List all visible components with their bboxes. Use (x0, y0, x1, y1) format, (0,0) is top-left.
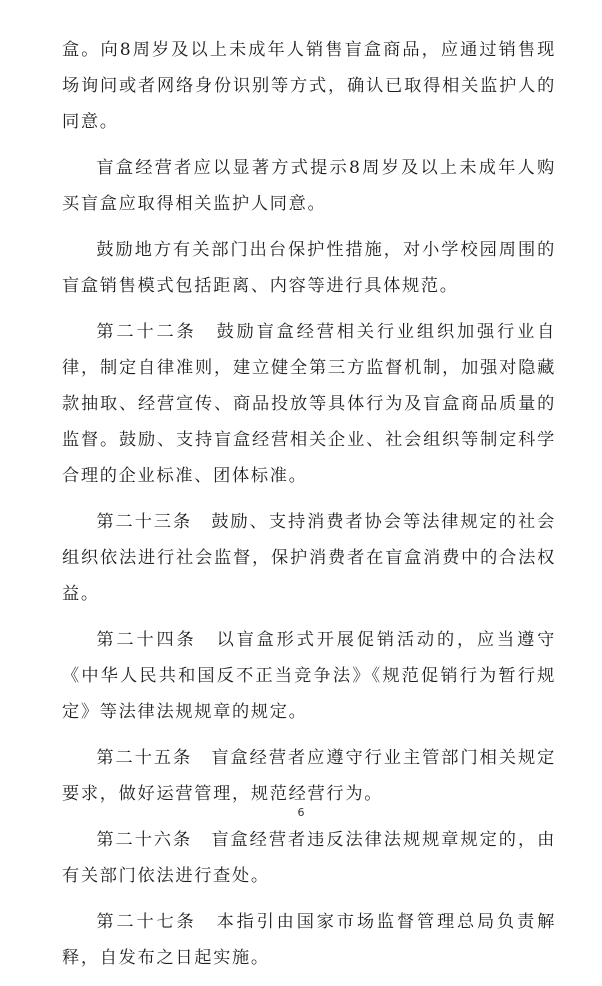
article-22: 第二十二条 鼓励盲盒经营相关行业组织加强行业自律，制定自律准则，建立健全第三方监督机制，加强对隐藏款抽取、经营宣传、商品投放等具体行为及盲盒商品质量的监督。鼓励、支持盲盒经营相关企业、社会组织等制定科学合理的企业标准、团体标准。 (62, 322, 556, 486)
paragraph-local-measures: 鼓励地方有关部门出台保护性措施，对小学校园周围的盲盒销售模式包括距离、内容等进行具体规范。 (62, 240, 556, 296)
page-number: 6 (297, 806, 305, 819)
article-26: 第二十六条 盲盒经营者违反法律法规规章规定的，由有关部门依法进行查处。 (62, 830, 556, 886)
document-body (62, 32, 556, 986)
article-27: 第二十七条 本指引由国家市场监督管理总局负责解释，自发布之日起实施。 (62, 912, 556, 968)
article-23: 第二十三条 鼓励、支持消费者协会等法律规定的社会组织依法进行社会监督，保护消费者在盲盒消费中的合法权益。 (62, 512, 556, 604)
article-24: 第二十四条 以盲盒形式开展促销活动的，应当遵守《中华人民共和国反不正当竞争法》《规范促销行为暂行规定》等法律法规规章的规定。 (62, 630, 556, 722)
paragraph-guardian-prompt: 盲盒经营者应以显著方式提示8周岁及以上未成年人购买盲盒应取得相关监护人同意。 (62, 158, 556, 214)
article-25: 第二十五条 盲盒经营者应遵守行业主管部门相关规定要求，做好运营管理，规范经营行为。 (62, 748, 556, 804)
paragraph-continued: 盒。向8周岁及以上未成年人销售盲盒商品，应通过销售现场询问或者网络身份识别等方式，确认已取得相关监护人的同意。 (62, 40, 556, 132)
